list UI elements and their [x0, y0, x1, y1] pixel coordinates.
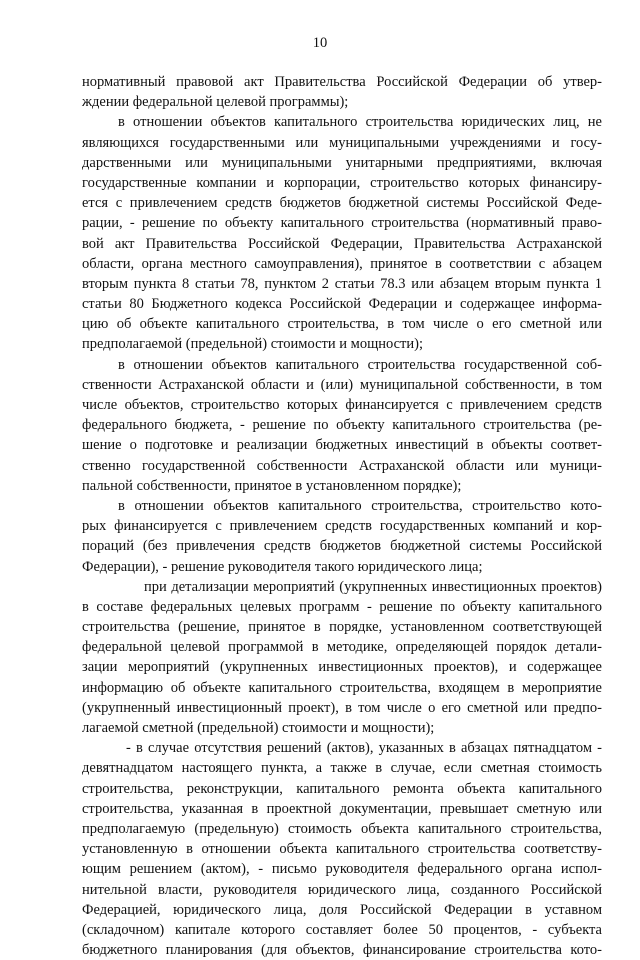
text-line: рации, - решение по объекту капитального строительства (нормативный право- — [82, 215, 602, 232]
text-line: Федерацией, юридического лица, доля Российской Федерации в уставном — [82, 901, 602, 918]
text-line: цию об объекте капитального строительства, в том числе о его сметной или — [82, 316, 602, 333]
text-line: строительства, указанная в проектной документации, превышает сметную или — [82, 800, 602, 817]
text-line: Федерации), - решение руководителя такого юридического лица; — [82, 558, 483, 575]
text-line: нительной власти, руководителя юридического лица, созданного Российской — [82, 881, 602, 898]
text-line: строительства, реконструкции, капитального ремонта объекта капитального — [82, 780, 602, 797]
text-line: при детализации мероприятий (укрупненных инвестиционных проектов) — [144, 578, 602, 595]
text-line: информацию об объекте капитального строительства, входящем в мероприятие — [82, 679, 602, 696]
text-line: статьи 80 Бюджетного кодекса Российской Федерации и содержащее информа- — [82, 296, 602, 313]
text-line: федерального бюджета, - решение по объекту капитального строительства (ре- — [82, 417, 602, 434]
text-line: вторым пункта 8 статьи 78, пунктом 2 статьи 78.3 или абзацем вторым пункта 1 — [82, 275, 602, 292]
text-line: зации мероприятий (укрупненных инвестиционных проектов), и содержащее — [82, 659, 602, 676]
text-line: (укрупненный инвестиционный проект), в том числе о его сметной или предпо- — [82, 699, 602, 716]
text-line: федеральной целевой программой в методике, определяющей порядок детали- — [82, 639, 602, 656]
text-line: шение о подготовке и реализации бюджетных инвестиций в объекты соответ- — [82, 437, 602, 454]
page-number: 10 — [312, 35, 328, 51]
text-line: пальной собственности, принятое в установленном порядке); — [82, 477, 462, 494]
text-line: в отношении объектов капитального строительства, строительство кото- — [118, 497, 602, 514]
text-line: в отношении объектов капитального строительства юридических лиц, не — [118, 114, 602, 131]
document-body — [82, 72, 602, 960]
text-line: рых финансируется с привлечением средств государственных компаний и кор- — [82, 518, 602, 535]
text-line: строительства (решение, принятое в порядке, установленном соответствующей — [82, 619, 602, 636]
text-line: ющим решением (актом), - письмо руководителя федерального органа испол- — [82, 861, 602, 878]
text-line: бюджетного планирования (для объектов, финансирование строительства кото- — [82, 942, 602, 959]
text-line: установленную в отношении объекта капитального строительства соответству- — [82, 841, 602, 858]
text-line: государственные компании и корпорации, строительство которых финансиру- — [82, 174, 602, 191]
text-line: девятнадцатом настоящего пункта, а также в случае, если сметная стоимость — [82, 760, 602, 777]
text-line: являющихся государственными или муниципальными учреждениями и госу- — [82, 134, 602, 151]
text-line: области, органа местного самоуправления), принятое в соответствии с абзацем — [82, 255, 602, 272]
text-line: ственности Астраханской области и (или) муниципальной собственности, в том — [82, 376, 602, 393]
text-line: предполагаемую (предельную) стоимость объекта капитального строительства, — [82, 820, 602, 837]
text-line: ется с привлечением средств бюджетов бюджетной системы Российской Феде- — [82, 195, 602, 212]
text-line: ственно государственной собственности Астраханской области или муници- — [82, 457, 602, 474]
text-line: в отношении объектов капитального строительства государственной соб- — [118, 356, 602, 373]
text-line: предполагаемой (предельной) стоимости и мощности); — [82, 336, 423, 353]
text-line: в составе федеральных целевых программ - решение по объекту капитального — [82, 598, 602, 615]
text-line: нормативный правовой акт Правительства Российской Федерации об утвер- — [82, 74, 602, 90]
text-line: (складочном) капитале которого составляет более 50 процентов, - субъекта — [82, 921, 602, 938]
text-line: числе объектов, строительство которых финансируется с привлечением средств — [82, 397, 602, 413]
text-line: вой акт Правительства Российской Федерации, Правительства Астраханской — [82, 235, 602, 252]
text-line: пораций (без привлечения средств бюджетов бюджетной системы Российской — [82, 538, 602, 555]
text-line: лагаемой сметной (предельной) стоимости и мощности); — [82, 720, 435, 736]
text-line: дарственными или муниципальными унитарными предприятиями, включая — [82, 154, 602, 171]
text-line: ждении федеральной целевой программы); — [82, 94, 349, 111]
text-line: - в случае отсутствия решений (актов), указанных в абзацах пятнадцатом - — [126, 740, 602, 757]
